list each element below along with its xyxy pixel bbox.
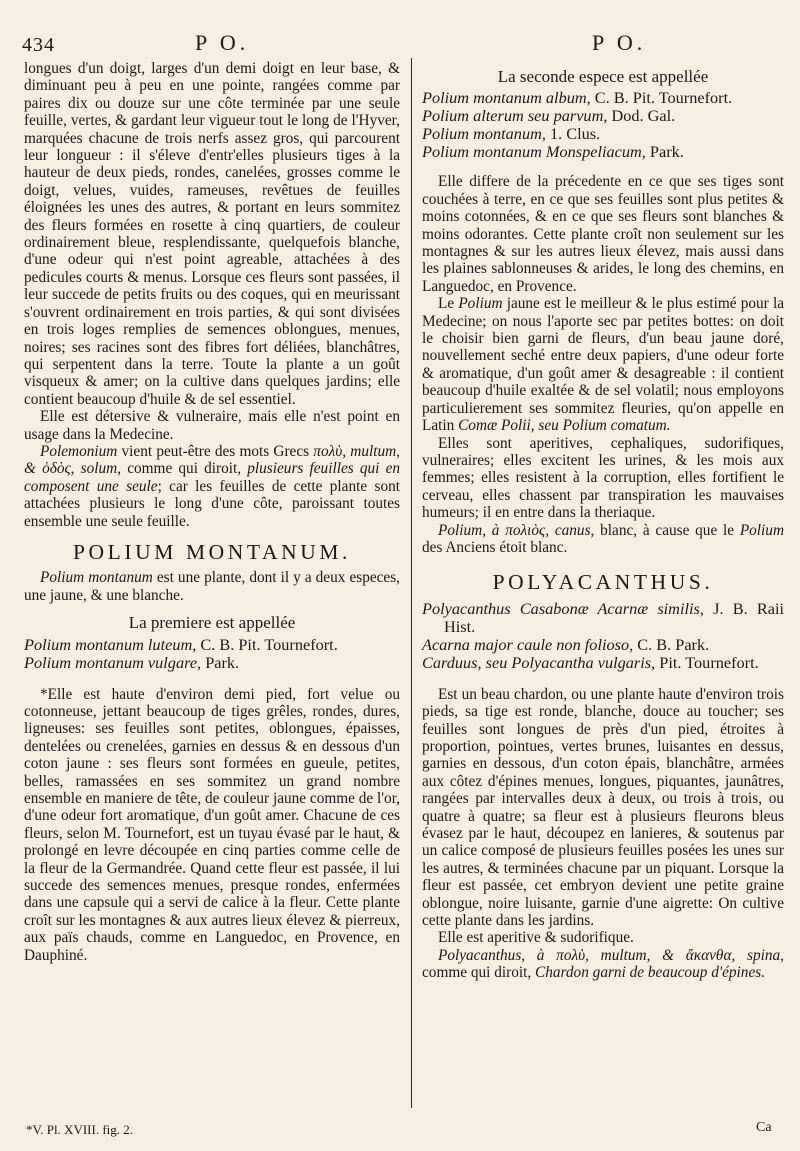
synonym: Polium montanum Monspeliacum, Park. (422, 142, 684, 162)
entry-title: POLYACANTHUS. (492, 570, 714, 595)
paragraph: *Elle est haute d'environ demi pied, fort velue ou cotonneuse, jettant beaucoup de tiges grêles, rondes, dures, ligneuses: ses feuilles sont petites, oblongues, épaisses, dentelées ou crenelées, garnies en dessus & en dessous d'un coton jaune : ses fleurs sont formées en gueule, petites, belles, ramassées en ses sommitez un grand nombre ensemble en maniere de tête, de couleur jaune comme de l'or, d'une odeur fort aromatique, d'un goût amer. Chacune de ces fleurs, selon M. Tournefort, est un tuyau évasé par le haut, & prolongé en levre découpée en cinq parties comme celle de la fleur de la Germandrée. Quand cette fleur est passée, il lui succede des semences menues, presque rondes, enfermées dans une capsule qui a servi de calice à la fleur. Cette plante croît sur les montagnes & aux autres lieux élevez & pierreux, aux païs chauds, comme en Languedoc, en Provence, en Dauphiné. (24, 685, 400, 964)
paragraph: longues d'un doigt, larges d'un demi doigt en leur base, & diminuant peu à peu en une pointe, rangées comme par paires dix ou douze sur une côte terminée par une seule feuille, vertes, & gardant leur vigueur tout le long de l'Hyver, marquées chacune de trois nerfs assez gros, qui parcourent leur longueur : il s'éleve d'entr'elles plusieurs tiges à la hauteur de deux pieds, rondes, canelées, grosses comme le doigt, velues, vuides, rameuses, revêtues de feuilles éloignées les unes des autres, & portant en leurs sommitez des fleurs formées en rosette à cinq quartiers, de couleur ordinairement bleue, resplendissante, quelquefois blanche, d'une odeur qui n'est point agreable, attachées à des pedicules courts & menus. Lorsque ces fleurs sont passées, il leur succede de petits fruits ou des coques, qui en meurissant s'ouvrent ordinairement en trois parties, & qui sont divisées en trois loges remplies de semences oblongues, menues, noires; ses racines sont des fibres fort déliées, blanchâtres, qui serpentent dans la terre. Toute la plante a un goût visqueux & amer; on la cultive dans quelques jardins; elle contient beaucoup d'huile & de sel essentiel. (24, 60, 400, 408)
entry-title: POLIUM MONTANUM. (72, 539, 352, 564)
running-head-left: P O. (195, 30, 250, 55)
subheading: La premiere est appellée (128, 613, 296, 633)
synonym: Polium montanum, 1. Clus. (422, 124, 601, 144)
synonym: Polium alterum seu parvum, Dod. Gal. (422, 106, 676, 126)
catchword: Ca (756, 1120, 772, 1135)
paragraph: Elle differe de la précedente en ce que ses tiges sont couchées à terre, en ce que ses feuilles sont plus petites & moins cotonnées, & en ce que ses fleurs sont blanches & moins odorantes. Cette plante croît non seulement sur les montagnes & sur les autres lieux élevez, mais aussi dans les plaines sablonneuses & arides, le long des chemins, en Languedoc, en Provence. (422, 173, 784, 295)
synonym: Polium montanum vulgare, Park. (24, 652, 240, 672)
column-divider (411, 58, 412, 1108)
running-head-right: P O. (592, 30, 647, 55)
subheading: La seconde espece est appellée (497, 67, 709, 86)
paragraph: Polium montanum est une plante, dont il y a deux especes, une jaune, & une blanche. (24, 569, 400, 604)
footnote: *V. Pl. XVIII. fig. 2. (26, 1122, 134, 1137)
synonym: Polium montanum luteum, C. B. Pit. Tournefort. (24, 634, 338, 654)
page-number: 434 (22, 34, 55, 56)
etymology-paragraph: Polium, à πολιὸς, canus, blanc, à cause que le Polium des Anciens étoit blanc. (422, 521, 785, 556)
etymology-paragraph: Polyacanthus, à πολὺ, multum, & ἄκανθα, spina, comme qui diroit, Chardon garni de beaucoup d'épines. (422, 946, 784, 982)
paragraph: Est un beau chardon, ou une plante haute d'environ trois pieds, sa tige est ronde, blanche, douce au toucher; ses feuilles sont longues de près d'un pied, étroites à proportion, pointues, vertes brunes, luisantes en dessus, garnies en dessous, d'un coton épais, blanchâtre, armées aux côtez d'épines menues, longues, piquantes, jaunâtres, rangées par intervalles deux à deux, ou trois à trois, ou quatre à quatre; sa fleur est à plusieurs fleurons bleus évasez par le haut, découpez en lanieres, & soutenus par un calice composé de plusieurs feuilles posées les unes sur les autres, & terminées chacune par un piquant. Lorsque la fleur est passée, cet embryon devient une petite graine oblongue, noire luisante, garnie d'une aigrette: On cultive cette plante dans les jardins. (422, 685, 784, 930)
synonym: Polyacanthus Casabonæ Acarnæ similis, J. B. Raii Hist. (422, 598, 784, 636)
left-column (24, 60, 400, 964)
paragraph: Elle est détersive & vulneraire, mais elle n'est point en usage dans la Medecine. (24, 408, 400, 443)
synonym: Acarna major caule non folioso, C. B. Park. (422, 634, 710, 654)
paragraph: Elles sont aperitives, cephaliques, sudorifiques, vulneraires; elles excitent les urines, & les mois aux femmes; elles resistent à la corruption, elles fortifient le cerveau, elles chassent par transpiration les mauvaises humeurs; il en entre dans la theriaque. (422, 434, 784, 522)
synonym: Polium montanum album, C. B. Pit. Tournefort. (422, 88, 733, 108)
paragraph: Elle est aperitive & sudorifique. (438, 929, 634, 947)
etymology-paragraph: Polemonium vient peut-être des mots Grecs πολὺ, multum, & ὁδὸς, solum, comme qui diroit, plusieurs feuilles qui en composent une seule; car les feuilles de cette plante sont attachées plusieurs le long d'une côte, paroissant toutes ensemble une seule feuille. (24, 442, 401, 530)
right-column (422, 60, 784, 982)
paragraph: Le Polium jaune est le meilleur & le plus estimé pour la Medecine; on nous l'aporte sec par petites bottes: on doit le choisir bien garni de fleurs, d'un beau jaune doré, nouvellement seché entre deux papiers, d'une odeur forte & aromatique, d'un goût amer & desagreable : il contient beaucoup d'huile exaltée & de sel volatil; nous employons particulierement ses sommitez fleuries, qu'on appelle en Latin Comæ Polii, seu Polium comatum. (422, 295, 784, 435)
synonym: Carduus, seu Polyacantha vulgaris, Pit. Tournefort. (422, 652, 759, 672)
